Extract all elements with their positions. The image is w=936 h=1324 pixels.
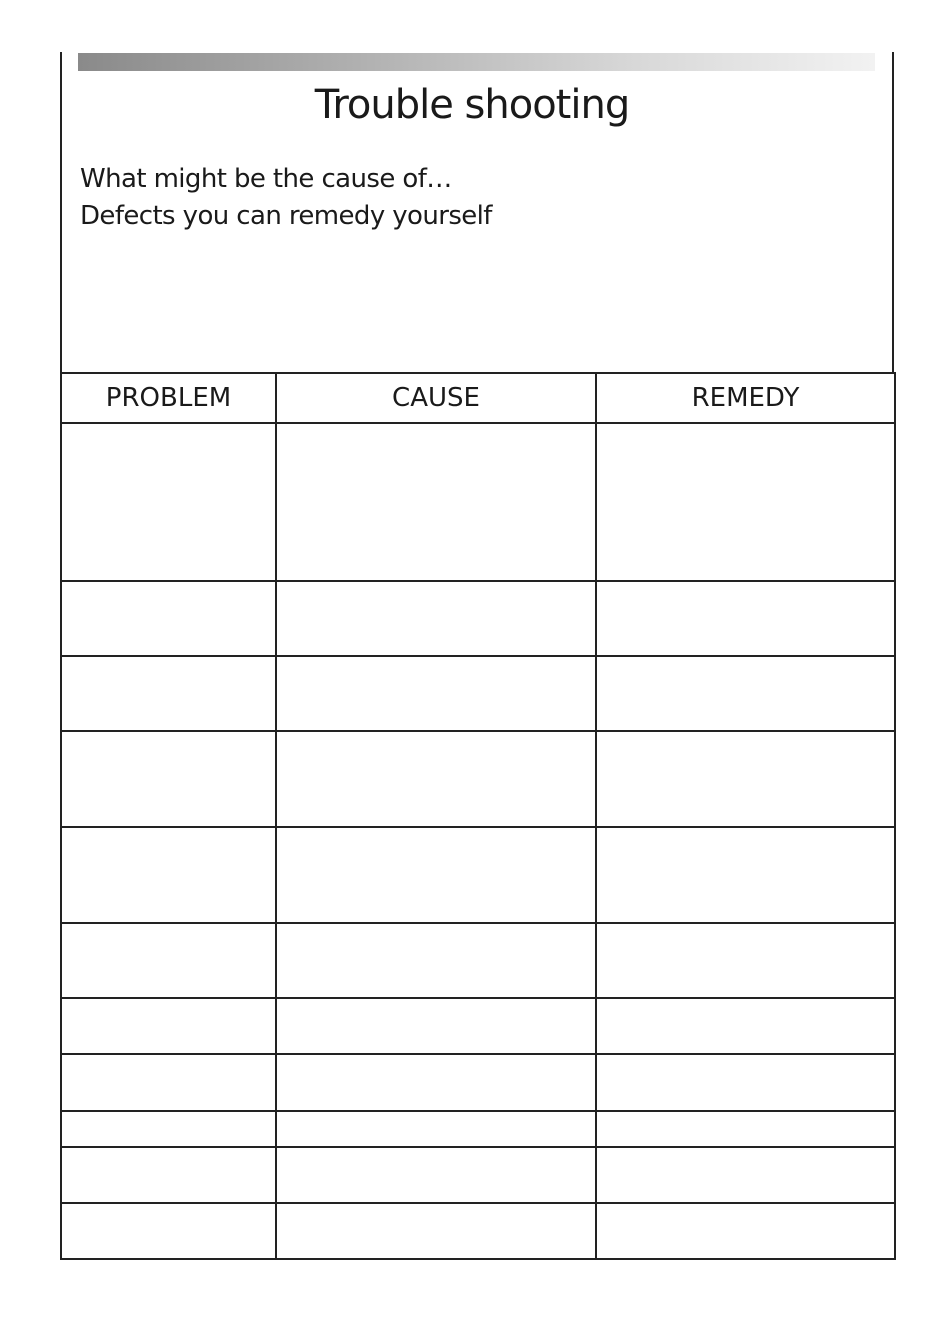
cause-cell xyxy=(276,1203,596,1259)
remedy-cell xyxy=(596,923,895,998)
subtitle-cause: What might be the cause of… xyxy=(80,164,452,194)
remedy-cell xyxy=(596,1111,895,1147)
cause-cell xyxy=(276,423,596,581)
problem-cell xyxy=(61,923,276,998)
table-row xyxy=(61,827,895,923)
troubleshooting-table xyxy=(60,372,896,1260)
column-header-remedy: REMEDY xyxy=(596,373,895,423)
problem-cell xyxy=(61,731,276,827)
table-row xyxy=(61,1147,895,1203)
remedy-cell xyxy=(596,423,895,581)
cause-cell xyxy=(276,731,596,827)
remedy-cell xyxy=(596,827,895,923)
subtitle-defects: Defects you can remedy yourself xyxy=(80,201,492,231)
cause-cell xyxy=(276,656,596,731)
header-gradient-bar xyxy=(78,53,875,71)
remedy-cell xyxy=(596,1203,895,1259)
remedy-cell xyxy=(596,581,895,656)
problem-cell xyxy=(61,998,276,1054)
problem-cell xyxy=(61,423,276,581)
table-row xyxy=(61,1111,895,1147)
problem-cell xyxy=(61,1111,276,1147)
table-row xyxy=(61,581,895,656)
problem-cell xyxy=(61,1147,276,1203)
table-row xyxy=(61,731,895,827)
cause-cell xyxy=(276,827,596,923)
table-row xyxy=(61,998,895,1054)
cause-cell xyxy=(276,1054,596,1111)
table-row xyxy=(61,1054,895,1111)
cause-cell xyxy=(276,1147,596,1203)
cause-cell xyxy=(276,923,596,998)
problem-cell xyxy=(61,656,276,731)
cause-cell xyxy=(276,998,596,1054)
cause-cell xyxy=(276,1111,596,1147)
remedy-cell xyxy=(596,656,895,731)
remedy-cell xyxy=(596,1147,895,1203)
problem-cell xyxy=(61,827,276,923)
problem-cell xyxy=(61,1203,276,1259)
remedy-cell xyxy=(596,1054,895,1111)
column-header-cause: CAUSE xyxy=(276,373,596,423)
table-row xyxy=(61,656,895,731)
problem-cell xyxy=(61,1054,276,1111)
page-title: Trouble shooting xyxy=(314,82,630,128)
column-header-problem: PROBLEM xyxy=(61,373,276,423)
table-row xyxy=(61,1203,895,1259)
table-row xyxy=(61,923,895,998)
problem-cell xyxy=(61,581,276,656)
remedy-cell xyxy=(596,731,895,827)
remedy-cell xyxy=(596,998,895,1054)
table-header-row xyxy=(61,373,895,423)
table-row xyxy=(61,423,895,581)
cause-cell xyxy=(276,581,596,656)
